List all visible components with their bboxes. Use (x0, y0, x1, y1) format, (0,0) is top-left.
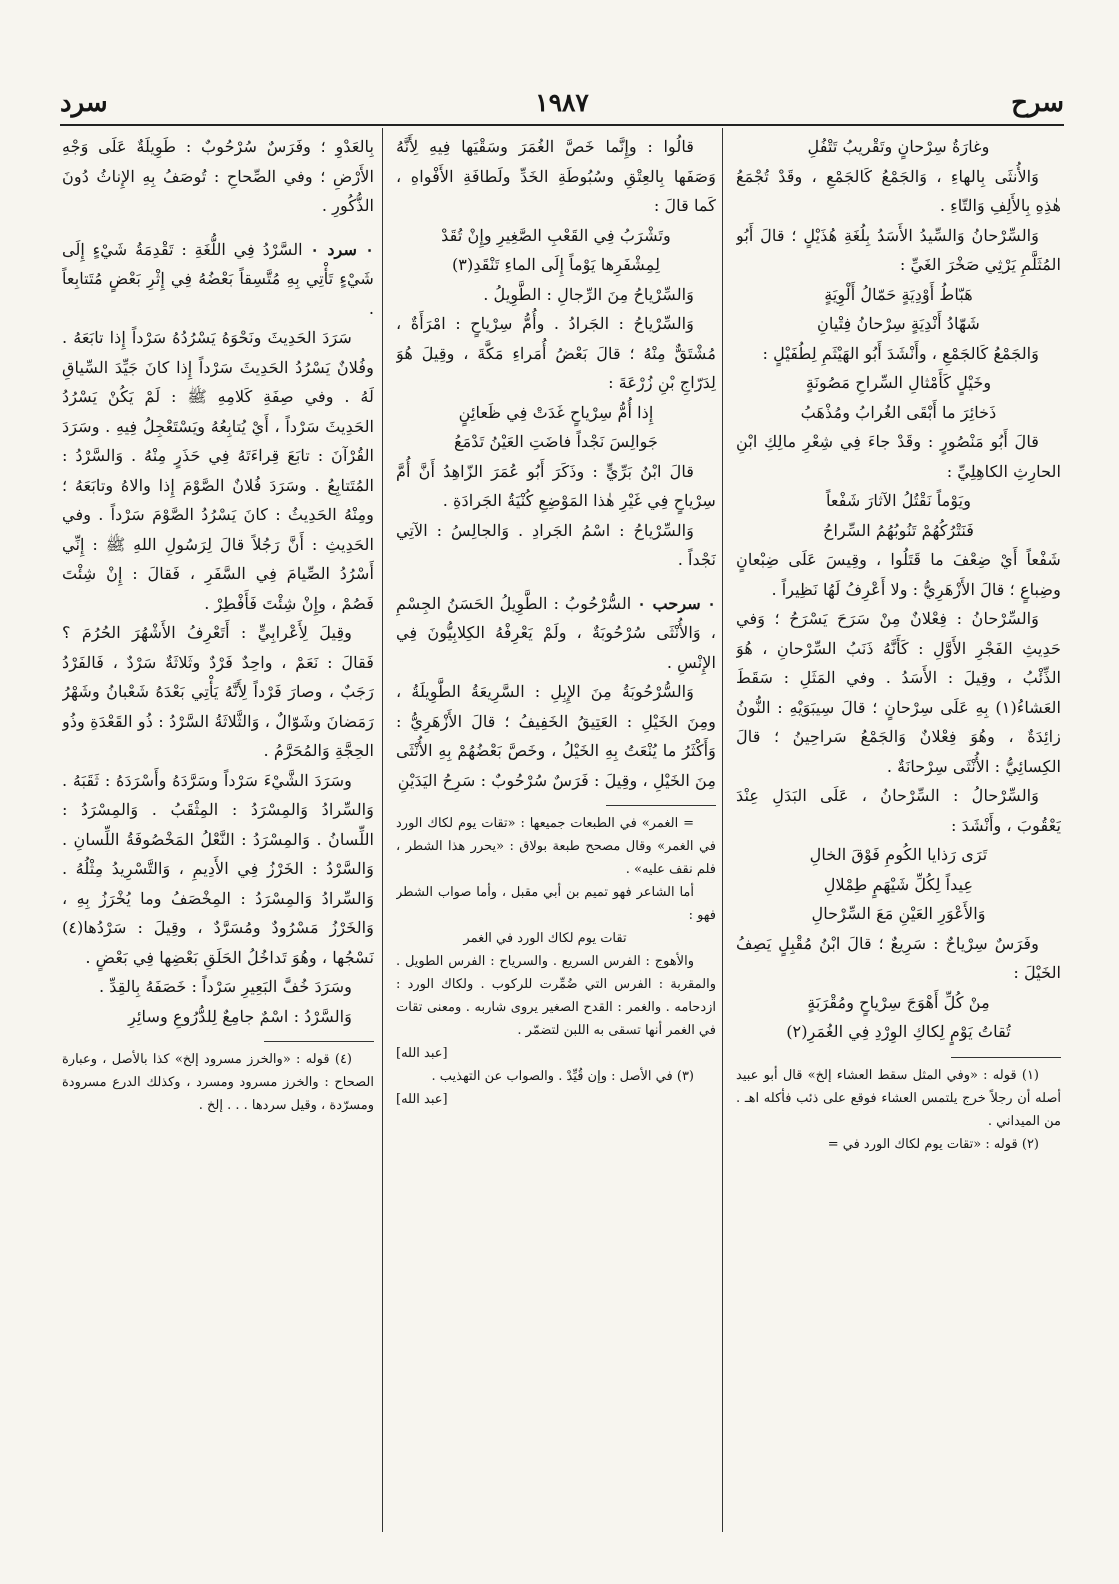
verse-line: وخَيْلٍ كَأَمْثالِ السِّراحِ مَصُونَةٍ (805, 373, 992, 392)
header-root-word-right: سرح (1011, 88, 1064, 118)
paragraph: قالَ ابْنُ بَرِّيٍّ : وذَكَرَ أَبُو عُمَرَ الزّاهِدُ أَنَّ أُمَّ سِرْياحٍ فِي غَيْرِ هٰذا المَوْضِعِ كُنْيَةُ الجَرادَةِ . (396, 461, 716, 510)
footnote: والأهوج : الفرس السريع . والسرياح : الفرس الطويل . والمقربة : الفرس التي ضُمِّرت للركوب . ولكاك الورد : ازدحامه . والغمر : القدح الصغير يروى شاربه . ومعنى تقات في الغمر أنها تسقى به اللبن لتضمّر . (396, 954, 716, 1038)
paragraph: السَّرْدُ فِي اللُّغَةِ : تَقْدِمَةُ شَيْءٍ إِلَى شَيْءٍ تَأْتِي بِهِ مُتَّسِقاً بَعْضُهُ فِي إِثْرِ بَعْضٍ مُتَتابِعاً . (62, 239, 374, 318)
footnote-rule (264, 1041, 374, 1042)
verse-line: عِيداً لِكُلِّ شَيْهَمٍ طِمْلالِ (823, 874, 974, 894)
column-right (736, 132, 1061, 1534)
entry-heading-block (396, 589, 716, 678)
paragraph: وَالسِّرْحانُ : فِعْلانٌ مِنْ سَرَحَ يَسْرَحُ ؛ وَفي حَدِيثِ الفَجْرِ الأَوَّلِ : كَأَنَّهُ ذَنَبُ السِّرْحانِ ، هُوَ الذِّئْبُ ، وقِيلَ : الأَسَدُ . وفي المَثَلِ : سَقَطَ العَشاءُ(١) بِهِ عَلَى سِرْحانٍ ؛ قالَ سِيبَوَيْهِ : النُّونُ زائِدَةٌ ، وهُوَ فِعْلانٌ وَالجَمْعُ سَراحِينُ ؛ قالَ الكِسائِيُّ : الأُنْثَى سِرْحانَةٌ . (736, 609, 1061, 776)
paragraph: وسَرَدَ الشَّيْءَ سَرْداً وسَرَّدَهُ وأَسْرَدَهُ : ثَقَبَهُ . وَالسِّرادُ وَالمِسْرَدُ : المِثْقَبُ . وَالمِسْرَدُ : اللِّسانُ . وَالمِسْرَدُ : النَّعْلُ المَخْصُوفَةُ اللِّسانِ . وَالسَّرْدُ : الخَرْزُ فِي الأَدِيمِ ، وَالتَّسْرِيدُ مِثْلُهُ . وَالسِّرادُ وَالمِسْرَدُ : المِخْصَفُ وما يُخْرَزُ بِهِ ، وَالخَرْزُ مَسْرُودٌ ومُسَرَّدٌ ، وقِيلَ : سَرْدُها(٤) نَسْجُها ، وهُوَ تَداخُلُ الحَلَقِ بَعْضِها فِي بَعْضٍ . (62, 770, 374, 967)
footnote-signature: [عبد الله] (396, 1092, 448, 1107)
paragraph: وَالسِّرْحانُ وَالسِّيدُ الأَسَدُ بِلُغَةِ هُذَيْلٍ ؛ قالَ أَبُو المُثَلَّمِ يَرْثِي صَخْرَ الغَيِّ : (736, 225, 1061, 274)
verse-line: شَهّادُ أَنْدِيَةٍ سِرْحانُ فِتْيانِ (817, 314, 980, 333)
verse-line: ذَخائِرَ ما أَبْقَى الغُرابُ ومُذْهَبُ (800, 402, 997, 422)
verse-line: جَوالِسَ نَجْداً فاضَتِ العَيْنُ تَدْمَعُ (453, 432, 658, 451)
header-root-word-left: سرد (60, 88, 108, 118)
column-middle (396, 132, 716, 1534)
footnote-rule (951, 1057, 1061, 1058)
verse-line: لِمِشْفَرِها يَوْماً إِلَى الماءِ تَنْقَدِ(٣) (451, 255, 661, 274)
verse-line: وغارَةُ سِرْحانٍ وتَقْريبُ تَتْفُلِ (807, 137, 990, 156)
verse-line: تَرَى رَذايا الكُومِ فَوْقَ الخالِ (809, 845, 988, 864)
footnote: (١) قوله : «وفي المثل سقط العشاء إلخ» قال أبو عبيد أصله أن رجلاً خرج يلتمس العشاء فوقع على ذئب فأكله اهـ . من الميداني . (736, 1067, 1061, 1129)
column-divider-left (382, 128, 383, 1532)
entry-heading-sard: ٠ سرد ٠ (310, 239, 374, 259)
column-left (62, 132, 374, 1534)
paragraph: وَالجَمْعُ كَالجَمْعِ ، وأَنْشَدَ أَبُو الهَيْثَمِ لِطُفَيْلٍ : (762, 343, 1039, 363)
verse-line: إِذا أُمُّ سِرْياحٍ غَدَتْ فِي ظَعائِنٍ (458, 402, 654, 422)
verse-line: ويَوْماً نَقْتُلُ الآثارَ شَفْعاً (825, 491, 972, 510)
footnote-signature: [عبد الله] (396, 1046, 448, 1061)
paragraph: وَالسُّرْحُوبَةُ مِنَ الإِبِلِ : السَّرِيعَةُ الطَّوِيلَةُ ، ومِنَ الخَيْلِ : العَتِيقُ الخَفِيفُ ؛ قالَ الأَزْهَرِيُّ : وَأَكْثَرُ ما يُنْعَتُ بِهِ الخَيْلُ ، وخَصَّ بَعْضُهُمْ بِهِ الأُنْثَى مِنَ الخَيْلِ ، وقِيلَ : فَرَسٌ سُرْحُوبٌ : سَرِحُ اليَدَيْنِ (396, 682, 716, 790)
verse-line: فَنَتْرُكُهُمْ تَنُوبُهُمُ السِّراحُ (823, 520, 974, 540)
footnote-verse: تقات يوم لكاك الورد في الغمر (463, 931, 627, 946)
paragraph: قالُوا : وإِنَّما خَصَّ الغُمَرَ وسَقْيَها فِيهِ لِأَنَّهُ وَصَفَها بِالعِتْقِ وسُبُوطَةِ الخَدِّ ولَطافَةِ الأَفْواهِ ، كَما قالَ : (396, 137, 716, 215)
page-header (60, 86, 1064, 122)
paragraph: وَالسِّرْياحُ : اسْمُ الجَرادِ . وَالجالِسُ : الآتِي نَجْداً . (396, 520, 716, 569)
header-rule (60, 124, 1064, 126)
entry-heading-sarhab: ٠ سرحب ٠ (637, 593, 716, 613)
entry-heading-block (62, 235, 374, 324)
footnote: أما الشاعر فهو تميم بن أبي مقبل ، وأما صواب الشطر فهو : (396, 885, 716, 923)
verse-line: هَبّاطُ أَوْدِيَةٍ حَمّالُ أَلْوِيَةٍ (824, 284, 973, 304)
paragraph: وَالأُنثَى بِالهاءِ ، وَالجَمْعُ كَالجَمْعِ ، وقَدْ تُجْمَعُ هٰذِهِ بِالأَلِفِ وَالتّاءِ . (736, 166, 1061, 215)
paragraph: وقِيلَ لِأَعْرابِيٍّ : أَتَعْرِفُ الأَشْهُرَ الحُرُمَ ؟ فَقالَ : نَعَمْ ، واحِدٌ فَرْدٌ وثَلاثَةٌ سَرْدٌ ، فَالفَرْدُ رَجَبٌ ، وصارَ فَرْداً لِأَنَّهُ يَأْتِي بَعْدَهُ شَعْبانُ وشَهْرُ رَمَضانَ وشَوّالٌ ، وَالثَّلاثَةُ السَّرْدُ : ذُو القَعْدَةِ وذُو الحِجَّةِ وَالمُحَرَّمُ . (62, 623, 374, 760)
verse-line: وَالأَعْوَرِ العَيْنِ مَعَ السِّرْحالِ (811, 904, 986, 923)
paragraph: وفَرَسٌ سِرْياحٌ : سَرِيعٌ ؛ قالَ ابْنُ مُقْبِلٍ يَصِفُ الخَيْلَ : (736, 933, 1061, 982)
paragraph: وَالسِّرْياحُ : الجَرادُ . وأُمُّ سِرْياحٍ : امْرَأَةٌ ، مُشْتَقٌّ مِنْهُ ؛ قالَ بَعْضُ أُمَراءِ مَكَّةَ ، وقِيلَ هُوَ لِدَرّاجِ بْنِ زُرْعَةَ : (396, 314, 716, 392)
paragraph: بِالعَدْوِ ؛ وفَرَسٌ سُرْحُوبٌ : طَوِيلَةٌ عَلَى وَجْهِ الأَرْضِ ؛ وفي الصِّحاحِ : تُوصَفُ بِهِ الإِناثُ دُونَ الذُّكُورِ . (62, 137, 374, 215)
paragraph: شَفْعاً أَيْ ضِعْفَ ما قَتَلُوا ، وقِيسَ عَلَى ضِبْعانٍ وضِباعٍ ؛ قالَ الأَزْهَرِيُّ : ولا أَعْرِفُ لَهُا نَظِيراً . (736, 550, 1061, 599)
verse-line: وتَشْرَبُ فِي القَعْبِ الصَّغِيرِ وإِنْ تُقَدْ (441, 225, 671, 245)
paragraph: وسَرَدَ خُفَّ البَعِيرِ سَرْداً : خَصَفَهُ بِالقِدِّ . (98, 977, 352, 996)
paragraph: وَالسِّرْحالُ : السِّرْحانُ ، عَلَى البَدَلِ عِنْدَ يَعْقُوبَ ، وأَنْشَدَ : (736, 786, 1061, 835)
footnote: (٤) قوله : «والخرز مسرود إلخ» كذا بالأصل ، وعبارة الصحاح : والخرز مسرود ومسرد ، وكذلك الدرع مسرودة ومسرّدة ، وقيل سردها . . . إلخ . (62, 1052, 374, 1113)
paragraph: قالَ أَبُو مَنْصُورٍ : وقَدْ جاءَ فِي شِعْرِ مالِكِ ابْنِ الحارِثِ الكاهِلِيِّ : (736, 432, 1061, 481)
page-number: ١٩٨٧ (535, 88, 589, 117)
footnote: (٢) قوله : «تقات يوم لكاك الورد في = (827, 1136, 1039, 1152)
footnote: = الغمر» في الطبعات جميعها : «تقات يوم لكاك الورد في الغمر» وقال مصحح طبعة بولاق : «يحرر هذا الشطر ، فلم نقف عليه» . (396, 816, 716, 877)
verse-line: مِنْ كُلِّ أَهْوَجَ سِرْياحٍ ومُقْرَبَةٍ (807, 992, 990, 1012)
paragraph: السُّرْحُوبُ : الطَّوِيلُ الحَسَنُ الجِسْمِ ، وَالأُنْثَى سُرْحُوبَةٌ ، ولَمْ يَعْرِفْهُ الكِلابِيُّونَ فِي الإِنْسِ . (396, 593, 716, 672)
paragraph: وَالسَّرْدُ : اسْمٌ جامِعٌ لِلدُّرُوعِ وسائِرِ (128, 1006, 352, 1026)
verse-line: تُقاتُ يَوْمٍ لِكاكِ الوِرْدِ فِي الغُمَرِ(٢) (786, 1022, 1011, 1041)
paragraph: سَرَدَ الحَدِيثَ ونَحْوَهُ يَسْرُدُهُ سَرْداً إِذا تابَعَهُ . وفُلانٌ يَسْرُدُ الحَدِيثَ سَرْداً إِذا كانَ جَيِّدَ السِّياقِ لَهُ . وفي صِفَةِ كَلامِهِ ﷺ : لَمْ يَكُنْ يَسْرُدُ الحَدِيثَ سَرْداً ، أَيْ يُتابِعُهُ ويَسْتَعْجِلُ فِيهِ . وسَرَدَ القُرْآنَ : تابَعَ قِراءَتَهُ فِي حَذَرٍ مِنْهُ . وَالسَّرْدُ : المُتَتابِعُ . وسَرَدَ فُلانٌ الصَّوْمَ إِذا والاهُ وتابَعَهُ ؛ ومِنْهُ الحَدِيثُ : كانَ يَسْرُدُ الصَّوْمَ سَرْداً . وفي الحَدِيثِ : أَنَّ رَجُلاً قالَ لِرَسُولِ اللهِ ﷺ : إِنِّي أَسْرُدُ الصِّيامَ فِي السَّفَرِ ، فَقالَ : إِنْ شِئْتَ فَصُمْ ، وإِنْ شِئْتَ فَأَفْطِرْ . (62, 328, 374, 613)
column-divider-right (722, 128, 723, 1532)
footnote: (٣) في الأصل : وإن قُيِّدْ . والصواب عن التهذيب . (431, 1069, 694, 1084)
footnote-rule (606, 805, 716, 806)
paragraph: وَالسِّرْياحُ مِنَ الرِّجالِ : الطَّوِيلُ . (483, 284, 694, 304)
